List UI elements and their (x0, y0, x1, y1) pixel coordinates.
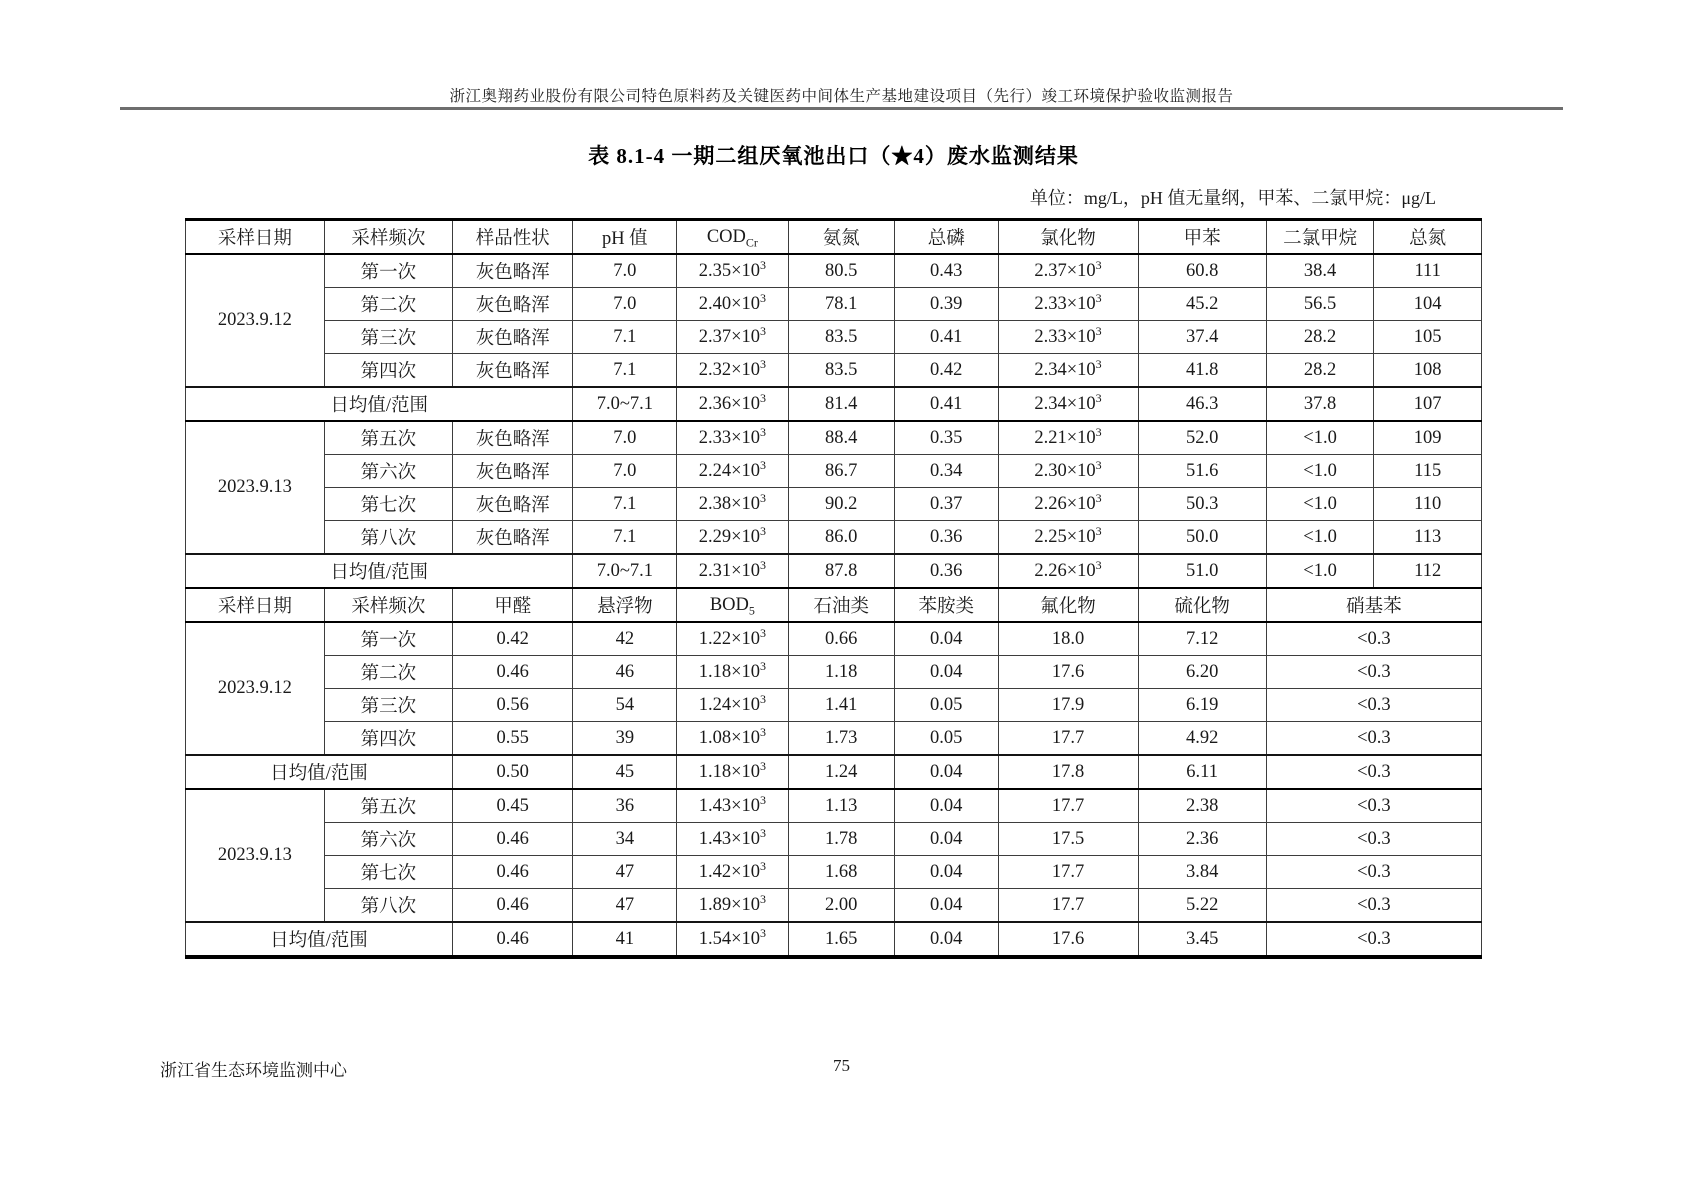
value-cell: 50.0 (1138, 521, 1266, 555)
value-cell: 7.1 (573, 321, 677, 354)
value-cell: 7.0 (573, 254, 677, 288)
header-divider (120, 107, 1563, 110)
value-cell: 0.56 (452, 689, 573, 722)
value-cell: 灰色略浑 (452, 321, 573, 354)
column-header: 氟化物 (998, 588, 1138, 622)
data-row (186, 889, 1482, 923)
value-cell: $2.33\times 10^3$ (677, 421, 788, 455)
value-cell: 0.04 (894, 889, 998, 923)
value-cell: 7.12 (1138, 622, 1266, 656)
value-cell: <0.3 (1266, 789, 1481, 823)
data-row (186, 722, 1482, 756)
value-cell: $2.26\times 10^3$ (998, 554, 1138, 588)
value-cell: <1.0 (1266, 554, 1374, 588)
value-cell: 17.6 (998, 656, 1138, 689)
value-cell: 3.84 (1138, 856, 1266, 889)
value-cell: <0.3 (1266, 656, 1481, 689)
value-cell: 灰色略浑 (452, 288, 573, 321)
value-cell: 46 (573, 656, 677, 689)
value-cell: 1.13 (788, 789, 894, 823)
value-cell: 1.24 (788, 755, 894, 789)
value-cell: 1.41 (788, 689, 894, 722)
data-row (186, 288, 1482, 321)
value-cell: 灰色略浑 (452, 488, 573, 521)
column-header: 悬浮物 (573, 588, 677, 622)
value-cell: 7.1 (573, 488, 677, 521)
value-cell: $2.21\times 10^3$ (998, 421, 1138, 455)
frequency-cell: 第七次 (324, 856, 452, 889)
value-cell: $1.43\times 10^3$ (677, 789, 788, 823)
value-cell: 0.35 (894, 421, 998, 455)
value-cell: 7.0~7.1 (573, 554, 677, 588)
value-cell: $1.22\times 10^3$ (677, 622, 788, 656)
daily-average-row (186, 387, 1482, 421)
date-cell: 2023.9.13 (186, 789, 325, 922)
value-cell: $1.18\times 10^3$ (677, 656, 788, 689)
value-cell: 28.2 (1266, 321, 1374, 354)
value-cell: $2.31\times 10^3$ (677, 554, 788, 588)
value-cell: 2.36 (1138, 823, 1266, 856)
value-cell: 1.68 (788, 856, 894, 889)
data-row (186, 254, 1482, 288)
value-cell: 17.7 (998, 889, 1138, 923)
value-cell: 56.5 (1266, 288, 1374, 321)
value-cell: 47 (573, 856, 677, 889)
value-cell: 0.55 (452, 722, 573, 756)
column-header: 总氮 (1374, 220, 1482, 255)
daily-average-row (186, 922, 1482, 957)
data-row (186, 321, 1482, 354)
date-cell: 2023.9.12 (186, 254, 325, 387)
value-cell: 0.04 (894, 922, 998, 957)
value-cell: 0.37 (894, 488, 998, 521)
value-cell: 17.6 (998, 922, 1138, 957)
value-cell: 45 (573, 755, 677, 789)
value-cell: 38.4 (1266, 254, 1374, 288)
value-cell: $2.29\times 10^3$ (677, 521, 788, 555)
frequency-cell: 第四次 (324, 722, 452, 756)
value-cell: 52.0 (1138, 421, 1266, 455)
value-cell: 37.8 (1266, 387, 1374, 421)
value-cell: 7.0 (573, 288, 677, 321)
header-row (186, 220, 1482, 255)
date-cell: 2023.9.13 (186, 421, 325, 554)
value-cell: <1.0 (1266, 421, 1374, 455)
column-header: 采样日期 (186, 220, 325, 255)
frequency-cell: 第六次 (324, 455, 452, 488)
footer-organization: 浙江省生态环境监测中心 (160, 1061, 347, 1080)
column-header: 石油类 (788, 588, 894, 622)
column-header: 采样频次 (324, 588, 452, 622)
frequency-cell: 第四次 (324, 354, 452, 388)
value-cell: 1.73 (788, 722, 894, 756)
value-cell: $2.26\times 10^3$ (998, 488, 1138, 521)
value-cell: 0.42 (894, 354, 998, 388)
value-cell: 2.00 (788, 889, 894, 923)
column-header: $BOD_5$ (677, 588, 788, 622)
frequency-cell: 第八次 (324, 889, 452, 923)
value-cell: 灰色略浑 (452, 354, 573, 388)
daily-average-label: 日均值/范围 (186, 922, 453, 957)
value-cell: 113 (1374, 521, 1482, 555)
column-header: pH 值 (573, 220, 677, 255)
value-cell: 54 (573, 689, 677, 722)
value-cell: 0.46 (452, 656, 573, 689)
value-cell: 0.04 (894, 856, 998, 889)
value-cell: 0.46 (452, 823, 573, 856)
value-cell: 39 (573, 722, 677, 756)
data-row (186, 622, 1482, 656)
column-header: 氯化物 (998, 220, 1138, 255)
value-cell: 0.43 (894, 254, 998, 288)
value-cell: $1.43\times 10^3$ (677, 823, 788, 856)
value-cell: 0.05 (894, 722, 998, 756)
value-cell: $2.25\times 10^3$ (998, 521, 1138, 555)
value-cell: $1.18\times 10^3$ (677, 755, 788, 789)
column-header: 氨氮 (788, 220, 894, 255)
value-cell: 4.92 (1138, 722, 1266, 756)
unit-note: 单位：mg/L，pH 值无量纲，甲苯、二氯甲烷：μg/L (1029, 188, 1436, 208)
value-cell: 0.36 (894, 521, 998, 555)
value-cell: 0.04 (894, 622, 998, 656)
value-cell: 3.45 (1138, 922, 1266, 957)
page-footer (0, 1056, 1683, 1082)
value-cell: 0.45 (452, 789, 573, 823)
value-cell: $2.32\times 10^3$ (677, 354, 788, 388)
daily-average-row (186, 755, 1482, 789)
value-cell: 34 (573, 823, 677, 856)
value-cell: $1.42\times 10^3$ (677, 856, 788, 889)
value-cell: 17.7 (998, 789, 1138, 823)
column-header: $COD_{Cr}$ (677, 220, 788, 255)
value-cell: $2.37\times 10^3$ (677, 321, 788, 354)
date-cell: 2023.9.12 (186, 622, 325, 755)
value-cell: 104 (1374, 288, 1482, 321)
value-cell: <0.3 (1266, 722, 1481, 756)
data-row (186, 354, 1482, 388)
value-cell: $1.89\times 10^3$ (677, 889, 788, 923)
value-cell: $2.38\times 10^3$ (677, 488, 788, 521)
value-cell: 88.4 (788, 421, 894, 455)
value-cell: 83.5 (788, 321, 894, 354)
value-cell: 36 (573, 789, 677, 823)
value-cell: 7.0~7.1 (573, 387, 677, 421)
data-row (186, 488, 1482, 521)
value-cell: 0.36 (894, 554, 998, 588)
value-cell: 7.1 (573, 354, 677, 388)
column-header: 硫化物 (1138, 588, 1266, 622)
header-row (186, 588, 1482, 622)
value-cell: 45.2 (1138, 288, 1266, 321)
value-cell: 110 (1374, 488, 1482, 521)
value-cell: 0.04 (894, 789, 998, 823)
value-cell: 37.4 (1138, 321, 1266, 354)
value-cell: 87.8 (788, 554, 894, 588)
frequency-cell: 第三次 (324, 321, 452, 354)
value-cell: 0.66 (788, 622, 894, 656)
column-header: 样品性状 (452, 220, 573, 255)
value-cell: <1.0 (1266, 488, 1374, 521)
value-cell: $1.08\times 10^3$ (677, 722, 788, 756)
data-row (186, 823, 1482, 856)
data-row (186, 455, 1482, 488)
value-cell: 1.18 (788, 656, 894, 689)
value-cell: 51.6 (1138, 455, 1266, 488)
value-cell: 50.3 (1138, 488, 1266, 521)
value-cell: 0.41 (894, 321, 998, 354)
column-header: 苯胺类 (894, 588, 998, 622)
value-cell: 0.04 (894, 755, 998, 789)
frequency-cell: 第五次 (324, 421, 452, 455)
value-cell: $2.30\times 10^3$ (998, 455, 1138, 488)
value-cell: 60.8 (1138, 254, 1266, 288)
value-cell: <0.3 (1266, 622, 1481, 656)
value-cell: 7.0 (573, 455, 677, 488)
monitoring-table (185, 218, 1482, 959)
value-cell: $1.24\times 10^3$ (677, 689, 788, 722)
value-cell: <0.3 (1266, 689, 1481, 722)
value-cell: 28.2 (1266, 354, 1374, 388)
data-row (186, 856, 1482, 889)
value-cell: <0.3 (1266, 823, 1481, 856)
value-cell: 0.42 (452, 622, 573, 656)
value-cell: $2.34\times 10^3$ (998, 387, 1138, 421)
value-cell: 47 (573, 889, 677, 923)
value-cell: <0.3 (1266, 755, 1481, 789)
daily-average-label: 日均值/范围 (186, 554, 573, 588)
value-cell: 0.04 (894, 823, 998, 856)
column-header: 总磷 (894, 220, 998, 255)
value-cell: 86.7 (788, 455, 894, 488)
table-title: 表 8.1-4 一期二组厌氧池出口（★4）废水监测结果 (588, 144, 1079, 168)
column-header: 甲醛 (452, 588, 573, 622)
value-cell: $2.33\times 10^3$ (998, 321, 1138, 354)
value-cell: 0.39 (894, 288, 998, 321)
value-cell: <0.3 (1266, 889, 1481, 923)
value-cell: 41 (573, 922, 677, 957)
value-cell: $2.33\times 10^3$ (998, 288, 1138, 321)
column-header: 采样频次 (324, 220, 452, 255)
value-cell: 灰色略浑 (452, 421, 573, 455)
value-cell: $1.54\times 10^3$ (677, 922, 788, 957)
daily-average-label: 日均值/范围 (186, 755, 453, 789)
value-cell: 灰色略浑 (452, 455, 573, 488)
value-cell: 17.7 (998, 722, 1138, 756)
value-cell: 80.5 (788, 254, 894, 288)
frequency-cell: 第六次 (324, 823, 452, 856)
value-cell: 111 (1374, 254, 1482, 288)
frequency-cell: 第五次 (324, 789, 452, 823)
value-cell: 78.1 (788, 288, 894, 321)
value-cell: 1.78 (788, 823, 894, 856)
value-cell: 112 (1374, 554, 1482, 588)
value-cell: 灰色略浑 (452, 254, 573, 288)
frequency-cell: 第二次 (324, 656, 452, 689)
value-cell: 7.1 (573, 521, 677, 555)
value-cell: 0.50 (452, 755, 573, 789)
value-cell: 0.34 (894, 455, 998, 488)
value-cell: 41.8 (1138, 354, 1266, 388)
value-cell: 17.7 (998, 856, 1138, 889)
column-header: 采样日期 (186, 588, 325, 622)
daily-average-row (186, 554, 1482, 588)
table-zone (185, 140, 1482, 959)
value-cell: 6.11 (1138, 755, 1266, 789)
value-cell: $2.24\times 10^3$ (677, 455, 788, 488)
data-row (186, 689, 1482, 722)
value-cell: 7.0 (573, 421, 677, 455)
value-cell: $2.36\times 10^3$ (677, 387, 788, 421)
value-cell: 0.46 (452, 889, 573, 923)
value-cell: $2.37\times 10^3$ (998, 254, 1138, 288)
value-cell: 90.2 (788, 488, 894, 521)
value-cell: 83.5 (788, 354, 894, 388)
value-cell: 0.05 (894, 689, 998, 722)
value-cell: 107 (1374, 387, 1482, 421)
column-header: 硝基苯 (1266, 588, 1481, 622)
value-cell: 灰色略浑 (452, 521, 573, 555)
value-cell: 2.38 (1138, 789, 1266, 823)
value-cell: 81.4 (788, 387, 894, 421)
value-cell: 108 (1374, 354, 1482, 388)
value-cell: 86.0 (788, 521, 894, 555)
value-cell: $2.34\times 10^3$ (998, 354, 1138, 388)
running-header: 浙江奥翔药业股份有限公司特色原料药及关键医药中间体生产基地建设项目（先行）竣工环境保护验收监测报告 (449, 88, 1234, 105)
frequency-cell: 第三次 (324, 689, 452, 722)
value-cell: $2.40\times 10^3$ (677, 288, 788, 321)
data-row (186, 421, 1482, 455)
page-number: 75 (833, 1056, 850, 1075)
value-cell: 6.19 (1138, 689, 1266, 722)
value-cell: 17.5 (998, 823, 1138, 856)
value-cell: 17.8 (998, 755, 1138, 789)
value-cell: 1.65 (788, 922, 894, 957)
value-cell: 0.46 (452, 922, 573, 957)
value-cell: 105 (1374, 321, 1482, 354)
column-header: 二氯甲烷 (1266, 220, 1374, 255)
value-cell: 0.41 (894, 387, 998, 421)
column-header: 甲苯 (1138, 220, 1266, 255)
value-cell: $2.35\times 10^3$ (677, 254, 788, 288)
daily-average-label: 日均值/范围 (186, 387, 573, 421)
frequency-cell: 第七次 (324, 488, 452, 521)
value-cell: 0.46 (452, 856, 573, 889)
value-cell: 18.0 (998, 622, 1138, 656)
value-cell: <0.3 (1266, 856, 1481, 889)
frequency-cell: 第一次 (324, 622, 452, 656)
data-row (186, 789, 1482, 823)
value-cell: 51.0 (1138, 554, 1266, 588)
value-cell: 5.22 (1138, 889, 1266, 923)
value-cell: 0.04 (894, 656, 998, 689)
value-cell: 17.9 (998, 689, 1138, 722)
value-cell: 109 (1374, 421, 1482, 455)
value-cell: <1.0 (1266, 455, 1374, 488)
frequency-cell: 第二次 (324, 288, 452, 321)
value-cell: <0.3 (1266, 922, 1481, 957)
data-row (186, 656, 1482, 689)
value-cell: <1.0 (1266, 521, 1374, 555)
frequency-cell: 第一次 (324, 254, 452, 288)
frequency-cell: 第八次 (324, 521, 452, 555)
value-cell: 115 (1374, 455, 1482, 488)
data-row (186, 521, 1482, 555)
value-cell: 6.20 (1138, 656, 1266, 689)
value-cell: 42 (573, 622, 677, 656)
value-cell: 46.3 (1138, 387, 1266, 421)
